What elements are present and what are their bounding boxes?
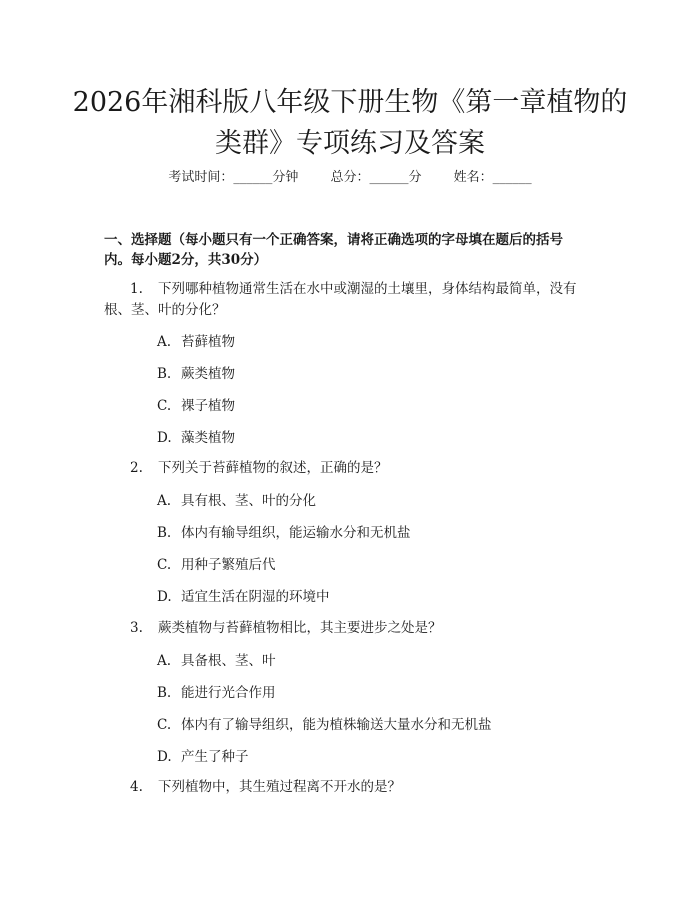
question-text: 下列哪种植物通常生活在水中或潮湿的土壤里，身体结构最简单，没有根、茎、叶的分化？ (104, 281, 577, 318)
section-heading: 一、选择题（每小题只有一个正确答案，请将正确选项的字母填在题后的括号内。每小题2分，共30分） (104, 232, 563, 268)
total-score-field: 总分：______分 (330, 170, 422, 185)
name-field: 姓名：______ (453, 170, 532, 185)
option-c: C. 体内有了输导组织，能为植株输送大量水分和无机盐 (157, 717, 492, 733)
question-2 (104, 458, 594, 479)
option-a: A. 具有根、茎、叶的分化 (157, 493, 316, 509)
option-b: B. 能进行光合作用 (157, 685, 276, 701)
exam-info-line (0, 169, 700, 187)
question-number: 2. (130, 460, 143, 476)
document-title: 2026年湘科版八年级下册生物《第一章植物的类群》专项练习及答案 (72, 87, 628, 159)
question-1 (104, 279, 594, 321)
option-b: B. 体内有输导组织，能运输水分和无机盐 (157, 525, 411, 541)
option-c: C. 裸子植物 (157, 398, 235, 414)
option-d: D. 藻类植物 (157, 430, 235, 446)
option-a: A. 苔藓植物 (157, 334, 235, 350)
option-d: D. 产生了种子 (157, 749, 249, 765)
exam-time-field: 考试时间：______分钟 (168, 170, 299, 185)
option-d: D. 适宜生活在阴湿的环境中 (157, 589, 330, 605)
question-number: 1. (130, 281, 143, 297)
question-text: 下列关于苔藓植物的叙述，正确的是？ (158, 460, 388, 476)
option-b: B. 蕨类植物 (157, 366, 235, 382)
question-4 (104, 777, 594, 798)
question-number: 3. (130, 620, 143, 636)
option-a: A. 具备根、茎、叶 (157, 653, 276, 669)
question-text: 下列植物中，其生殖过程离不开水的是？ (158, 779, 401, 795)
question-number: 4. (130, 779, 143, 795)
question-text: 蕨类植物与苔藓植物相比，其主要进步之处是？ (158, 620, 442, 636)
question-3 (104, 618, 594, 639)
option-c: C. 用种子繁殖后代 (157, 557, 276, 573)
